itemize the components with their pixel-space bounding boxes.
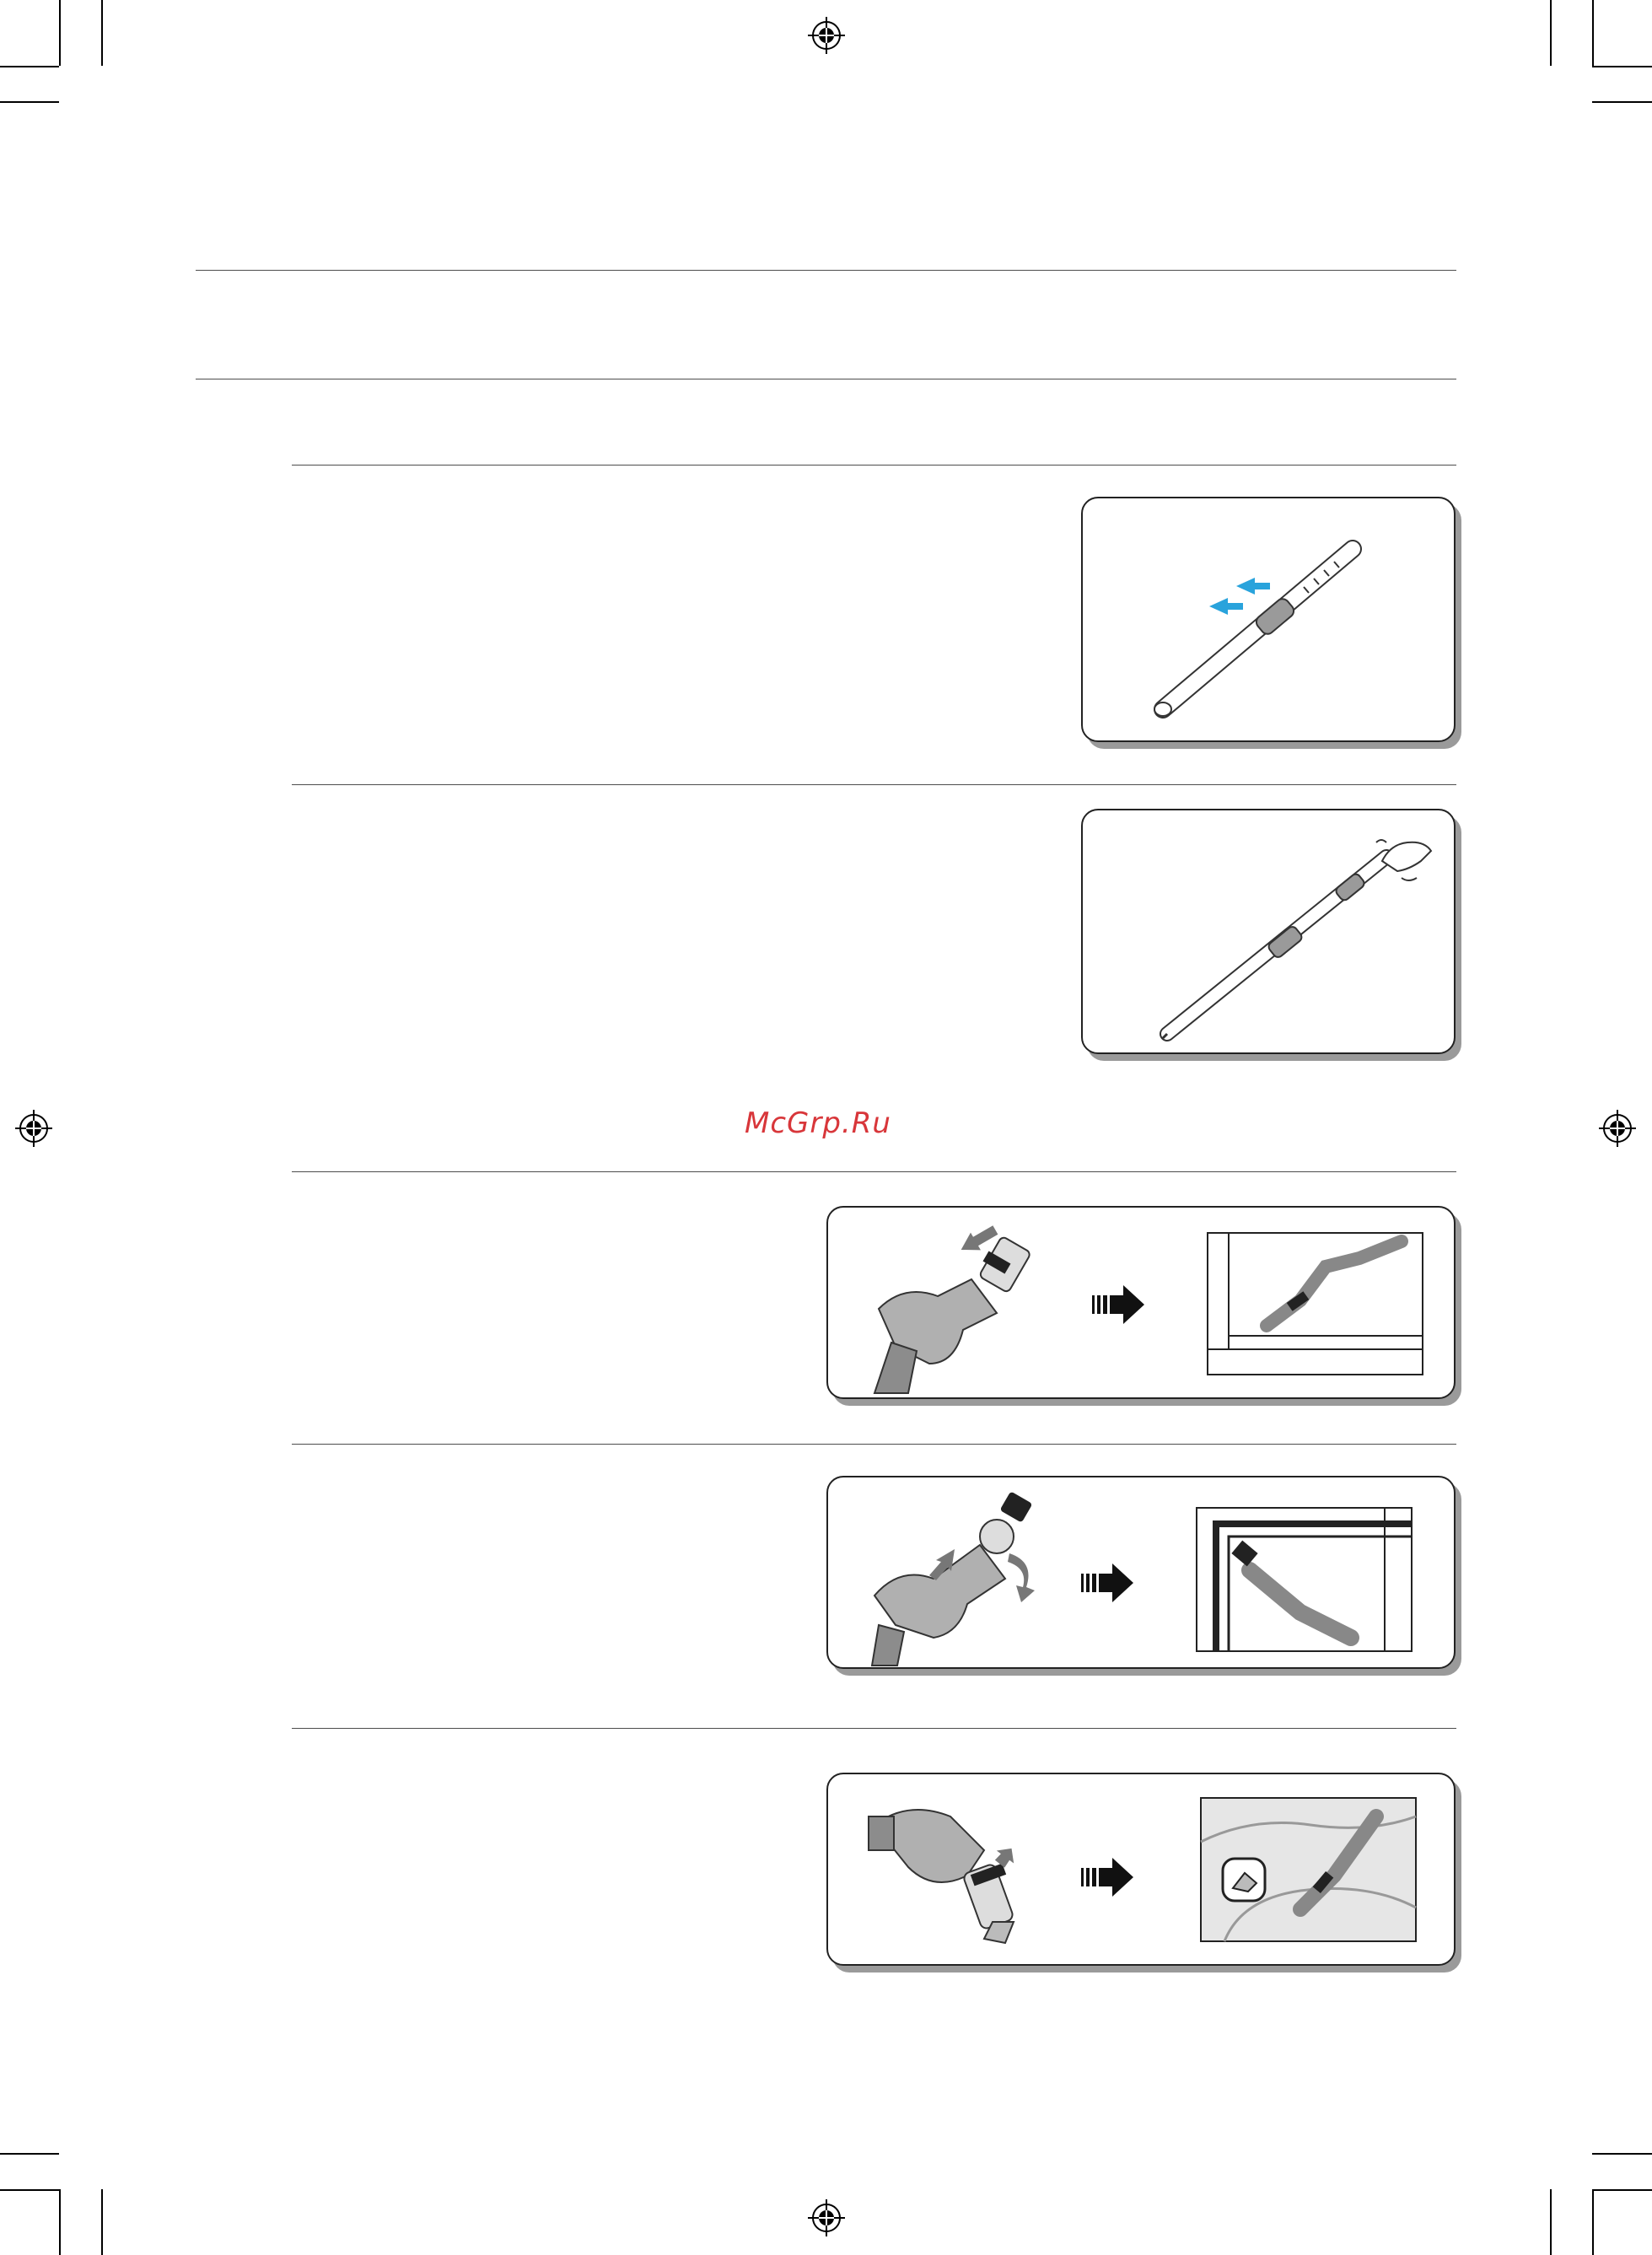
handle-with-brush-icon bbox=[872, 1491, 1032, 1666]
illustration-pipe-adjust bbox=[1081, 497, 1456, 742]
illustration-brush-attach bbox=[826, 1476, 1456, 1669]
registration-mark-right-icon bbox=[1599, 1110, 1636, 1147]
step-arrow-icon bbox=[1081, 1563, 1133, 1602]
registration-mark-top-icon bbox=[808, 17, 845, 54]
door-frame-scene-icon bbox=[1197, 1508, 1412, 1651]
press-arrows-icon bbox=[1209, 578, 1270, 615]
section-rule-3 bbox=[292, 1171, 1456, 1172]
watermark-text: McGrp.Ru bbox=[745, 1106, 891, 1140]
section-rule-4 bbox=[292, 1444, 1456, 1445]
section-rule-2 bbox=[292, 784, 1456, 785]
illustration-pipe-extend bbox=[1081, 809, 1456, 1054]
registration-mark-bottom-icon bbox=[808, 2199, 845, 2236]
hand-icon bbox=[1376, 840, 1431, 880]
handle-with-tool-icon bbox=[874, 1236, 1031, 1393]
car-seat-scene-icon bbox=[1201, 1798, 1416, 1941]
section-rule-5 bbox=[292, 1728, 1456, 1729]
handle-with-nozzle-icon bbox=[869, 1810, 1014, 1943]
window-corner-scene-icon bbox=[1208, 1233, 1423, 1375]
rotate-arrow-icon bbox=[1008, 1553, 1035, 1602]
step-arrow-icon bbox=[1092, 1285, 1144, 1324]
illustration-crevice-attach bbox=[826, 1206, 1456, 1399]
step-arrow-icon bbox=[1081, 1858, 1133, 1897]
telescopic-pipe-icon bbox=[1154, 549, 1353, 716]
header-rule-top bbox=[196, 270, 1456, 271]
illustration-upholstery-attach bbox=[826, 1773, 1456, 1966]
registration-mark-left-icon bbox=[15, 1110, 52, 1147]
extended-pipe-icon bbox=[1163, 857, 1386, 1038]
section-rule-1 bbox=[292, 465, 1456, 466]
